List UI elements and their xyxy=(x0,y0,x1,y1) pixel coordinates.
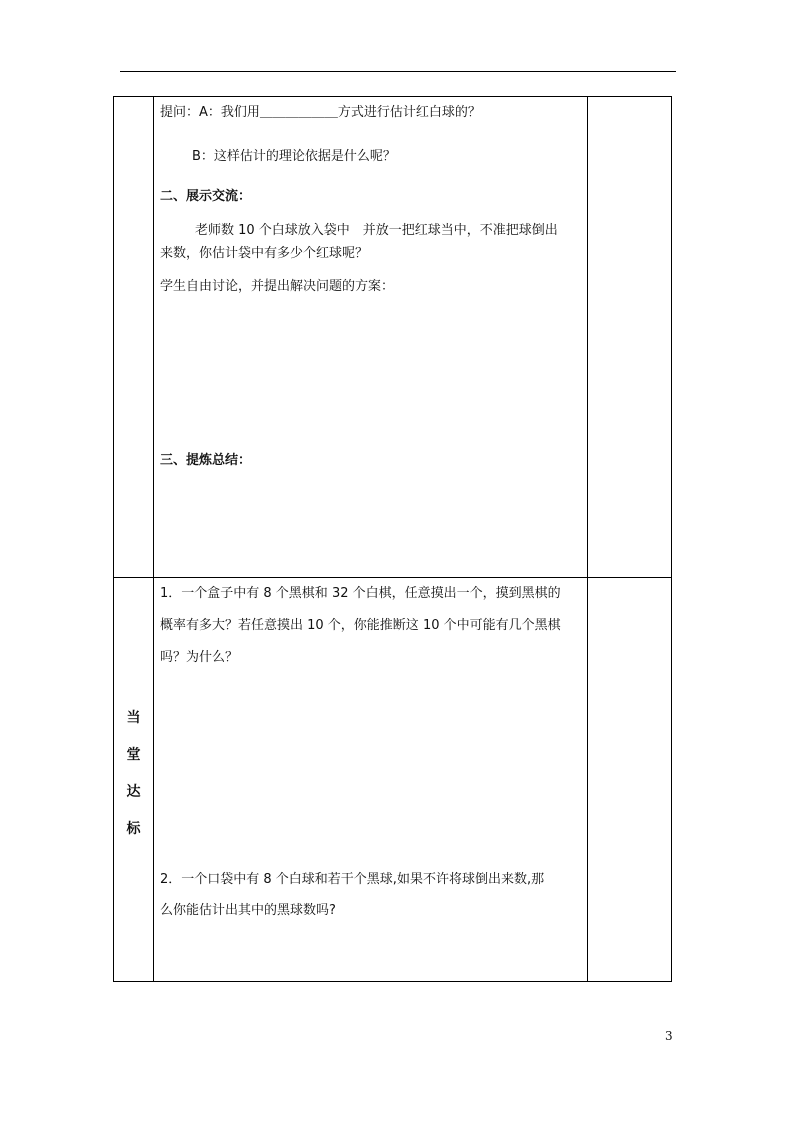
exercise-2-line-1: 2．一个口袋中有 8 个白球和若干个黑球,如果不许将球倒出来数,那 xyxy=(160,872,545,887)
table-left-column-divider xyxy=(153,97,154,981)
label-char-1: 当 xyxy=(126,710,141,726)
exercise-1-line-2: 概率有多大？若任意摸出 10 个，你能推断这 10 个中可能有几个黑棋 xyxy=(160,618,561,633)
teacher-line-2: 来数，你估计袋中有多少个红球呢？ xyxy=(160,246,369,261)
exercise-1-line-1: 1．一个盒子中有 8 个黑棋和 32 个白棋，任意摸出一个，摸到黑棋的 xyxy=(160,586,561,601)
teacher-line-1: 老师数 10 个白球放入袋中 并放一把红球当中，不准把球倒出 xyxy=(195,223,558,238)
label-char-4: 标 xyxy=(126,821,141,837)
question-a: 提问：A：我们用＿＿＿＿＿＿方式进行估计红白球的？ xyxy=(160,105,481,120)
label-char-2: 堂 xyxy=(126,747,141,763)
exercise-1-line-3: 吗？为什么？ xyxy=(160,650,239,665)
table-right-column-divider xyxy=(587,97,588,981)
discussion-prompt: 学生自由讨论，并提出解决问题的方案： xyxy=(160,279,395,294)
exercise-2-line-2: 么你能估计出其中的黑球数吗? xyxy=(160,903,336,918)
heading-summary: 三、提炼总结： xyxy=(160,453,252,468)
header-rule xyxy=(120,71,676,72)
label-char-3: 达 xyxy=(126,784,141,800)
table-row-divider xyxy=(114,577,671,578)
lesson-table xyxy=(113,96,672,982)
question-b: B：这样估计的理论依据是什么呢？ xyxy=(192,149,396,164)
page-number: 3 xyxy=(665,1029,673,1043)
heading-exchange: 二、展示交流： xyxy=(160,189,252,204)
